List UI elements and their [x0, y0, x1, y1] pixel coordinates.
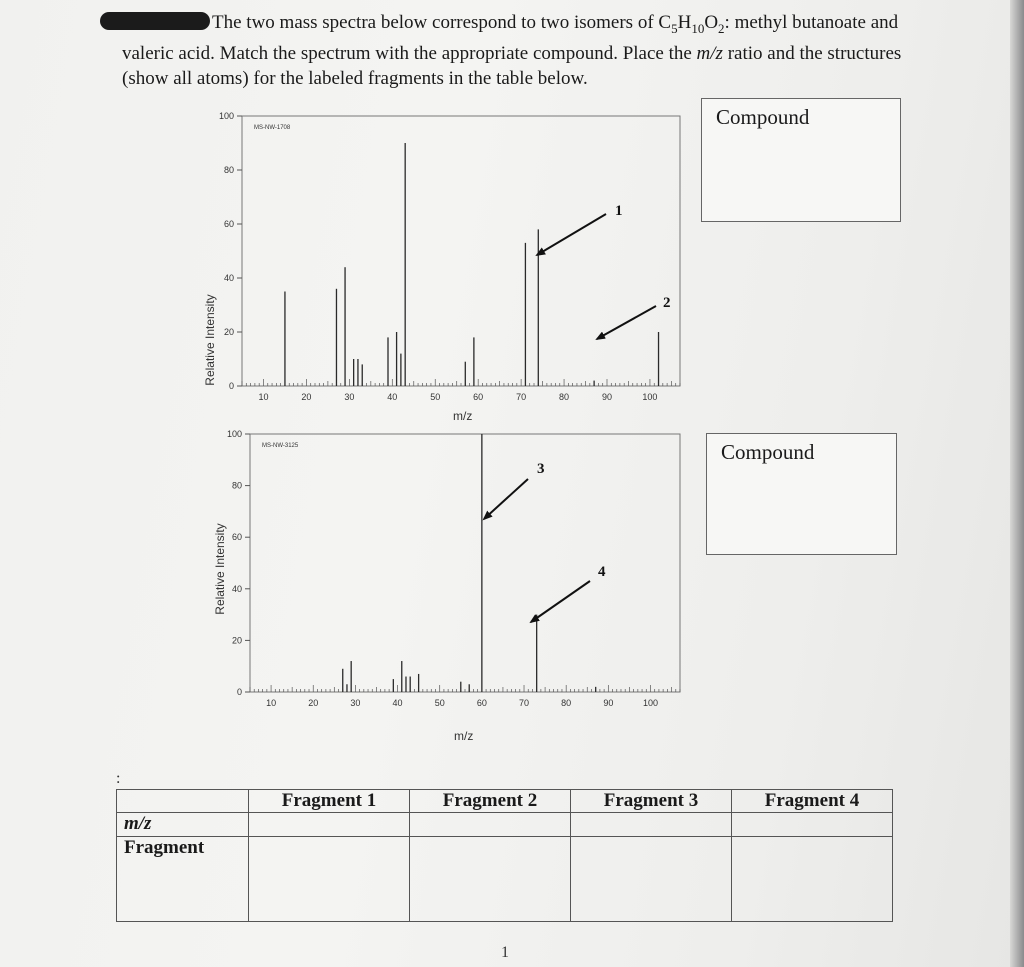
x-tick-label: 100	[642, 698, 659, 708]
compound-box-label: Compound	[721, 440, 815, 464]
y-tick-label: 20	[223, 327, 234, 337]
redacted-mark	[100, 12, 210, 30]
page-edge-shadow	[1010, 0, 1024, 967]
x-axis-title-1: m/z	[453, 409, 473, 423]
y-tick-label: 40	[231, 583, 242, 594]
x-tick-label: 50	[430, 392, 441, 402]
cell-mz-fragment-1[interactable]	[249, 813, 410, 837]
header-fragment-1: Fragment 1	[249, 790, 410, 813]
mass-spectrum-2	[190, 430, 690, 750]
x-tick-label: 20	[301, 392, 312, 402]
y-tick-label: 0	[228, 381, 234, 391]
y-tick-label: 100	[226, 429, 242, 439]
question-text	[122, 10, 922, 91]
compound-box-label: Compound	[716, 105, 810, 129]
table-corner-cell	[117, 790, 249, 813]
x-tick-label: 70	[516, 392, 527, 402]
question-body: The two mass spectra below correspond to two isomers of $C_5H_{10}O_2$: methyl butanoate and valeric acid. Match the spectrum with the appropriate compound. Place the m/z ratio and the structures (show all atoms) for the labeled fragments in the table below.	[122, 12, 902, 89]
header-fragment-4: Fragment 4	[732, 790, 893, 813]
row-label-fragment: Fragment	[117, 837, 249, 922]
x-tick-label: 100	[642, 392, 658, 402]
header-fragment-3: Fragment 3	[571, 790, 732, 813]
fragment-label-1: 1	[615, 203, 623, 219]
colon-mark: :	[116, 770, 121, 787]
x-tick-label: 20	[308, 698, 319, 708]
y-tick-label: 20	[231, 635, 242, 646]
header-fragment-2: Fragment 2	[410, 790, 571, 813]
spectrum-code-label: MS-NW-3125	[262, 443, 299, 449]
table-header-row	[117, 790, 893, 813]
y-tick-label: 80	[223, 165, 234, 175]
table-row-fragment	[117, 837, 893, 922]
y-axis-title-2: Relative Intensity	[213, 523, 227, 615]
compound-box-1[interactable]	[701, 98, 901, 222]
fragment-label-4: 4	[598, 564, 606, 580]
fragment-table	[116, 789, 893, 922]
spectrum-1-plot	[190, 98, 690, 403]
fragment-label-3: 3	[537, 461, 545, 477]
y-tick-label: 60	[223, 219, 234, 229]
x-axis-title-2: m/z	[454, 729, 474, 743]
x-tick-label: 90	[603, 698, 614, 708]
x-tick-label: 40	[392, 698, 403, 708]
page-number: 1	[501, 944, 509, 961]
table-row-mz	[117, 813, 893, 837]
x-tick-label: 30	[350, 698, 361, 708]
x-tick-label: 40	[387, 392, 398, 402]
cell-structure-fragment-3[interactable]	[571, 837, 732, 922]
cell-structure-fragment-2[interactable]	[410, 837, 571, 922]
x-tick-label: 60	[476, 698, 487, 708]
y-tick-label: 100	[218, 111, 234, 121]
x-tick-label: 80	[559, 392, 570, 402]
x-tick-label: 10	[266, 698, 277, 708]
y-tick-label: 60	[231, 532, 242, 543]
cell-structure-fragment-4[interactable]	[732, 837, 893, 922]
x-tick-label: 30	[344, 392, 355, 402]
cell-mz-fragment-2[interactable]	[410, 813, 571, 837]
y-tick-label: 80	[231, 480, 242, 491]
spectrum-code-label: MS-NW-1708	[254, 125, 291, 131]
x-tick-label: 10	[258, 392, 269, 402]
y-tick-label: 0	[236, 687, 242, 697]
row-label-mz-text: m/z	[124, 813, 152, 834]
fragment-label-2: 2	[663, 295, 671, 311]
mass-spectrum-1	[190, 98, 690, 428]
y-tick-label: 40	[223, 273, 234, 283]
plot-frame-1	[242, 116, 680, 386]
cell-structure-fragment-1[interactable]	[249, 837, 410, 922]
x-tick-label: 60	[473, 392, 484, 402]
x-tick-label: 90	[601, 392, 613, 402]
spectrum-2-plot	[190, 430, 690, 730]
cell-mz-fragment-4[interactable]	[732, 813, 893, 837]
cell-mz-fragment-3[interactable]	[571, 813, 732, 837]
y-axis-title-1: Relative Intensity	[203, 294, 217, 386]
x-tick-label: 80	[561, 698, 572, 708]
plot-frame-2	[250, 434, 680, 692]
x-tick-label: 50	[434, 698, 445, 708]
x-tick-label: 70	[519, 698, 530, 708]
row-label-mz	[117, 813, 249, 837]
compound-box-2[interactable]	[706, 433, 897, 555]
